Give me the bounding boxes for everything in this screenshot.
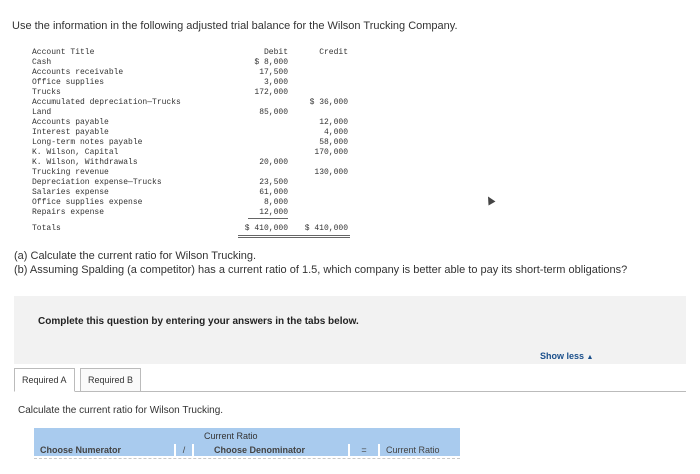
triangle-up-icon: ▲ [586,354,594,361]
debit-amount: 20,000 [259,158,288,167]
trial-balance-row [26,88,356,98]
trial-balance-row [26,128,356,138]
credit-amount: $ 36,000 [309,98,348,107]
account-title: Trucks [32,88,61,97]
account-title: K. Wilson, Capital [32,148,119,157]
trial-balance-row [26,198,356,208]
debit-amount: 61,000 [259,188,288,197]
ratio-table-header [34,428,460,444]
header-account: Account Title [32,48,95,57]
result-label: Current Ratio [380,444,460,456]
header-credit: Credit [319,48,348,57]
trial-balance-header [26,48,356,58]
mouse-cursor-icon [485,195,496,206]
debit-amount: 85,000 [259,108,288,117]
trial-balance-row [26,98,356,108]
trial-balance-row [26,78,356,88]
account-title: Totals [32,224,61,233]
debit-amount: $ 8,000 [254,58,288,67]
account-title: Office supplies [32,78,105,87]
tab-bar [14,364,686,392]
intro-text: Use the information in the following adjusted trial balance for the Wilson Trucking Company. [12,20,458,32]
account-title: Trucking revenue [32,168,109,177]
trial-balance-row [26,68,356,78]
trial-balance-row [26,178,356,188]
debit-amount: 17,500 [259,68,288,77]
account-title: Long-term notes payable [32,138,143,147]
numerator-select[interactable]: Choose Numerator [34,444,174,456]
denominator-select[interactable]: Choose Denominator [194,444,348,456]
account-title: Interest payable [32,128,109,137]
debit-amount: $ 410,000 [244,224,288,233]
question-b: (b) Assuming Spalding (a competitor) has a current ratio of 1.5, which company is better able to pay its short-term obligations? [14,264,628,276]
trial-balance-row [26,108,356,118]
current-ratio-table [34,428,460,474]
credit-amount: 130,000 [314,168,348,177]
show-less-label: Show less [540,351,585,361]
trial-balance-row [26,188,356,198]
trial-balance-row [26,224,356,234]
trial-balance-row [26,168,356,178]
trial-balance-row [26,158,356,168]
debit-amount: 8,000 [263,198,288,207]
account-title: Salaries expense [32,188,109,197]
account-title: Accounts receivable [32,68,124,77]
instructions-message: Complete this question by entering your answers in the tabs below. [38,316,359,327]
ratio-table-title: Current Ratio [204,431,258,441]
debit-amount: 23,500 [259,178,288,187]
account-title: Land [32,108,52,117]
credit-amount: $ 410,000 [304,224,348,233]
trial-balance-row [26,148,356,158]
credit-amount: 170,000 [314,148,348,157]
tab-required-a[interactable]: Required A [14,368,75,392]
trial-balance-table [26,44,356,242]
question-a: (a) Calculate the current ratio for Wilson Trucking. [14,250,257,262]
account-title: K. Wilson, Withdrawals [32,158,138,167]
credit-amount: 58,000 [319,138,348,147]
calc-instruction: Calculate the current ratio for Wilson Trucking. [18,405,224,416]
debit-amount: 3,000 [263,78,288,87]
tab-required-b[interactable]: Required B [80,368,141,392]
account-title: Repairs expense [32,208,105,217]
equals-sign: = [350,444,378,456]
account-title: Depreciation expense—Trucks [32,178,162,187]
trial-balance-row [26,58,356,68]
account-title: Office supplies expense [32,198,143,207]
total-double-rule [238,235,350,238]
row-divider [34,458,460,459]
debit-amount: 12,000 [259,208,288,217]
division-sign: / [176,444,192,456]
account-title: Accounts payable [32,118,109,127]
credit-amount: 12,000 [319,118,348,127]
account-title: Cash [32,58,52,67]
trial-balance-row [26,118,356,128]
header-debit: Debit [263,48,288,57]
show-less-link[interactable] [540,351,593,361]
trial-balance-row [26,208,356,218]
credit-amount: 4,000 [323,128,348,137]
debit-amount: 172,000 [254,88,288,97]
account-title: Accumulated depreciation—Trucks [32,98,181,107]
subtotal-rule [248,218,288,219]
trial-balance-row [26,138,356,148]
